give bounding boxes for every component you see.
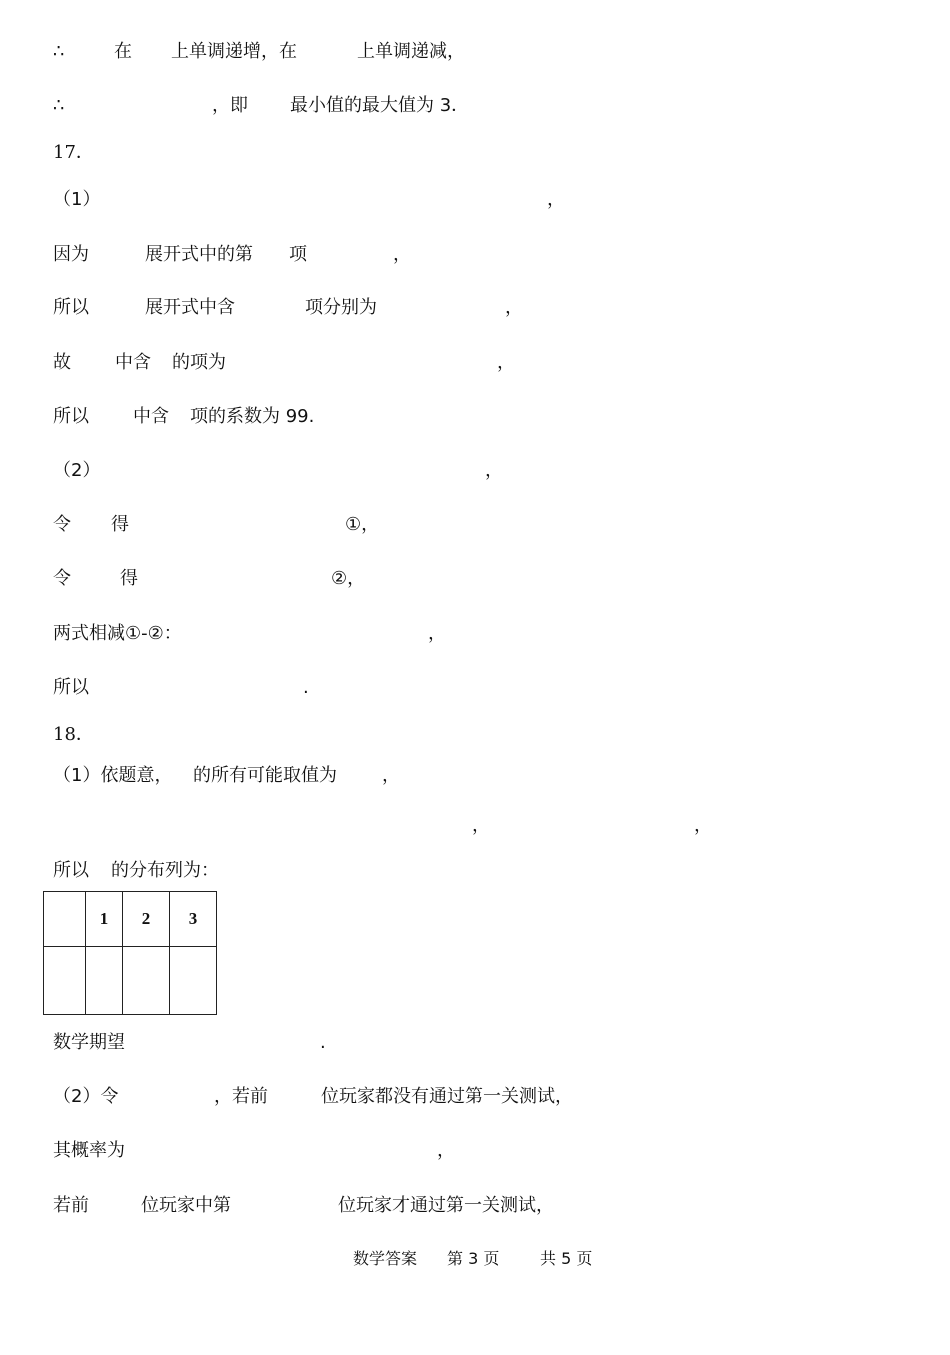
text-fragment: 两式相减①-②： bbox=[53, 623, 182, 644]
subpart-label: （1） bbox=[53, 189, 101, 210]
table-cell: 1 bbox=[86, 892, 123, 947]
text-fragment: 的所有可能取值为 bbox=[193, 765, 337, 786]
text-fragment: 的项为 bbox=[172, 352, 226, 373]
text-fragment: 令 bbox=[53, 514, 71, 535]
text-fragment: ， bbox=[393, 244, 411, 265]
therefore-symbol: ∴ bbox=[53, 41, 65, 62]
text-fragment: 展开式中含 bbox=[145, 297, 235, 318]
question-number: 18． bbox=[53, 724, 94, 745]
text-fragment: 项分别为 bbox=[305, 297, 377, 318]
text-fragment: ， bbox=[694, 815, 712, 836]
table-cell bbox=[44, 892, 86, 947]
text-fragment: 所以 bbox=[53, 860, 89, 881]
text-fragment: 上单调递增，在 bbox=[171, 41, 297, 62]
text-fragment: 若前 bbox=[53, 1195, 89, 1216]
text-fragment: 得 bbox=[120, 568, 138, 589]
text-fragment: 中含 bbox=[115, 352, 151, 373]
text-fragment: ， bbox=[547, 189, 565, 210]
text-fragment: ， bbox=[485, 460, 503, 481]
text-fragment: . bbox=[320, 1032, 326, 1053]
text-fragment: 所以 bbox=[53, 406, 89, 427]
text-fragment: ，若前 bbox=[214, 1086, 268, 1107]
text-fragment: 位玩家才通过第一关测试， bbox=[338, 1195, 554, 1216]
table-cell bbox=[123, 947, 170, 1015]
table-cell bbox=[86, 947, 123, 1015]
text-fragment: ， bbox=[428, 623, 446, 644]
text-fragment: . bbox=[303, 677, 309, 698]
text-fragment: ，即 bbox=[212, 95, 248, 116]
text-fragment: 在 bbox=[114, 41, 132, 62]
text-fragment: 位玩家中第 bbox=[141, 1195, 231, 1216]
table-row bbox=[44, 892, 217, 947]
text-fragment: 所以 bbox=[53, 297, 89, 318]
text-fragment: ， bbox=[505, 297, 523, 318]
text-fragment: 数学期望 bbox=[53, 1032, 125, 1053]
text-fragment: 位玩家都没有通过第一关测试， bbox=[321, 1086, 573, 1107]
text-fragment: ， bbox=[497, 352, 515, 373]
text-fragment: ， bbox=[472, 815, 490, 836]
text-fragment: ， bbox=[382, 765, 400, 786]
footer-page-total: 共 5 页 bbox=[540, 1249, 593, 1268]
subpart-label: （2）令 bbox=[53, 1086, 119, 1107]
table-row bbox=[44, 947, 217, 1015]
table-cell bbox=[44, 947, 86, 1015]
text-fragment: 其概率为 bbox=[53, 1140, 125, 1161]
table-cell: 3 bbox=[170, 892, 217, 947]
text-fragment: （1）依题意， bbox=[53, 765, 173, 786]
text-fragment: ， bbox=[437, 1140, 455, 1161]
text-fragment: 最小值的最大值为 3． bbox=[290, 95, 470, 116]
text-fragment: 的分布列为： bbox=[111, 860, 219, 881]
distribution-table bbox=[43, 891, 217, 1015]
equation-marker: ②， bbox=[331, 568, 366, 589]
text-fragment: 项的系数为 99. bbox=[190, 406, 315, 427]
therefore-symbol: ∴ bbox=[53, 95, 65, 116]
text-fragment: 中含 bbox=[133, 406, 169, 427]
text-fragment: 令 bbox=[53, 568, 71, 589]
text-fragment: 因为 bbox=[53, 244, 89, 265]
question-number: 17． bbox=[53, 142, 94, 163]
equation-marker: ①， bbox=[345, 514, 380, 535]
text-fragment: 得 bbox=[111, 514, 129, 535]
subpart-label: （2） bbox=[53, 460, 101, 481]
table-cell: 2 bbox=[123, 892, 170, 947]
text-fragment: 所以 bbox=[53, 677, 89, 698]
text-fragment: 项 bbox=[289, 244, 307, 265]
footer-subject: 数学答案 bbox=[353, 1249, 418, 1268]
table-cell bbox=[170, 947, 217, 1015]
text-fragment: 上单调递减， bbox=[357, 41, 465, 62]
text-fragment: 故 bbox=[53, 352, 71, 373]
footer-page-number: 第 3 页 bbox=[447, 1249, 500, 1268]
text-fragment: 展开式中的第 bbox=[145, 244, 253, 265]
